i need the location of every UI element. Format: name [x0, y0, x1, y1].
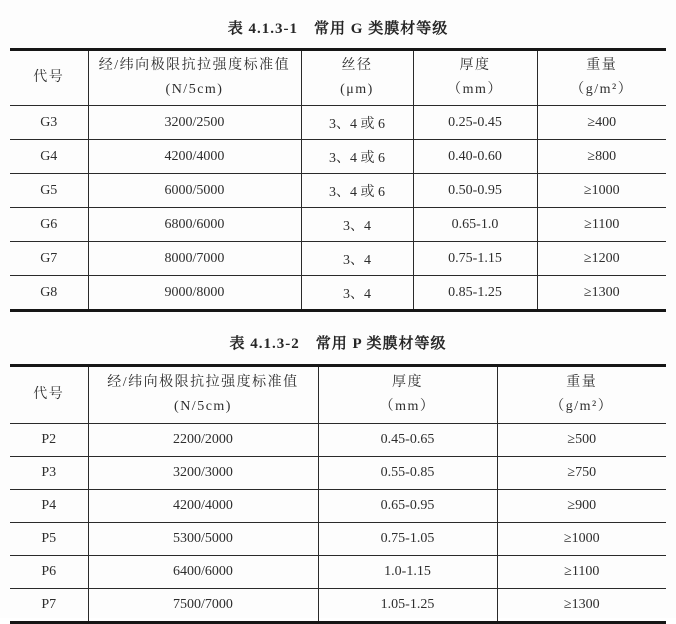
- header-row: [10, 50, 666, 106]
- table-row: [10, 140, 666, 174]
- column-header: 经/纬向极限抗拉强度标准值 (N/5cm): [88, 50, 301, 106]
- table-row: [10, 106, 666, 140]
- table-row: [10, 490, 666, 523]
- table-cell: 0.45-0.65: [318, 424, 497, 457]
- table-cell: G6: [10, 208, 88, 242]
- table-row: [10, 424, 666, 457]
- table-cell: 3、4: [301, 276, 413, 311]
- table-cell: 6400/6000: [88, 556, 318, 589]
- table-cell: 0.65-0.95: [318, 490, 497, 523]
- table-cell: 4200/4000: [88, 140, 301, 174]
- table-cell: 5300/5000: [88, 523, 318, 556]
- table-row: [10, 523, 666, 556]
- table-cell: 8000/7000: [88, 242, 301, 276]
- table-cell: 7500/7000: [88, 589, 318, 623]
- table-cell: G3: [10, 106, 88, 140]
- table-cell: ≥1100: [537, 208, 666, 242]
- table-cell: 6000/5000: [88, 174, 301, 208]
- column-header: 重量 （g/m²）: [537, 50, 666, 106]
- p-class-membrane-table: [10, 364, 666, 624]
- column-header: 丝径 (μm): [301, 50, 413, 106]
- table-title-p: 表 4.1.3-2 常用 P 类膜材等级: [229, 336, 447, 352]
- table-cell: 6800/6000: [88, 208, 301, 242]
- table-cell: ≥400: [537, 106, 666, 140]
- table-row: [10, 242, 666, 276]
- table-cell: G5: [10, 174, 88, 208]
- table-cell: 0.65-1.0: [413, 208, 537, 242]
- table-cell: P2: [10, 424, 88, 457]
- column-header: 厚度 （mm）: [413, 50, 537, 106]
- table-cell: 3、4 或 6: [301, 140, 413, 174]
- table-cell: 9000/8000: [88, 276, 301, 311]
- table-cell: 0.50-0.95: [413, 174, 537, 208]
- table-cell: ≥1000: [537, 174, 666, 208]
- column-header: 厚度 （mm）: [318, 366, 497, 424]
- table-cell: 3200/3000: [88, 457, 318, 490]
- table-row: [10, 556, 666, 589]
- table-header: [10, 50, 666, 106]
- table-cell: 4200/4000: [88, 490, 318, 523]
- table-row: [10, 174, 666, 208]
- table-cell: P6: [10, 556, 88, 589]
- table-body: [10, 424, 666, 623]
- table-cell: 3、4: [301, 242, 413, 276]
- table-cell: ≥1300: [497, 589, 666, 623]
- table-cell: ≥1100: [497, 556, 666, 589]
- table-cell: 0.75-1.15: [413, 242, 537, 276]
- table-cell: P5: [10, 523, 88, 556]
- table-cell: ≥1300: [537, 276, 666, 311]
- table-cell: 1.05-1.25: [318, 589, 497, 623]
- table-cell: 0.75-1.05: [318, 523, 497, 556]
- table-cell: 0.85-1.25: [413, 276, 537, 311]
- table-row: [10, 457, 666, 490]
- column-header: 经/纬向极限抗拉强度标准值 (N/5cm): [88, 366, 318, 424]
- table-row: [10, 276, 666, 311]
- column-header: 代号: [10, 366, 88, 424]
- table-header: [10, 366, 666, 424]
- table-cell: 0.25-0.45: [413, 106, 537, 140]
- table-cell: 2200/2000: [88, 424, 318, 457]
- g-class-membrane-table: [10, 48, 666, 312]
- table-body: [10, 106, 666, 311]
- table-cell: P7: [10, 589, 88, 623]
- table-cell: ≥900: [497, 490, 666, 523]
- table-cell: 3、4: [301, 208, 413, 242]
- table-cell: G4: [10, 140, 88, 174]
- table-cell: 0.40-0.60: [413, 140, 537, 174]
- column-header: 代号: [10, 50, 88, 106]
- table-title-g: 表 4.1.3-1 常用 G 类膜材等级: [227, 21, 449, 37]
- column-header: 重量 （g/m²）: [497, 366, 666, 424]
- table-cell: ≥1200: [537, 242, 666, 276]
- table-cell: ≥750: [497, 457, 666, 490]
- table-cell: ≥1000: [497, 523, 666, 556]
- table-cell: 3、4 或 6: [301, 174, 413, 208]
- table-row: [10, 208, 666, 242]
- table-cell: P4: [10, 490, 88, 523]
- table-cell: 0.55-0.85: [318, 457, 497, 490]
- table-cell: 3、4 或 6: [301, 106, 413, 140]
- table-cell: G8: [10, 276, 88, 311]
- table-cell: ≥800: [537, 140, 666, 174]
- table-cell: 3200/2500: [88, 106, 301, 140]
- table-cell: ≥500: [497, 424, 666, 457]
- table-cell: 1.0-1.15: [318, 556, 497, 589]
- header-row: [10, 366, 666, 424]
- table-cell: G7: [10, 242, 88, 276]
- table-cell: P3: [10, 457, 88, 490]
- table-row: [10, 589, 666, 623]
